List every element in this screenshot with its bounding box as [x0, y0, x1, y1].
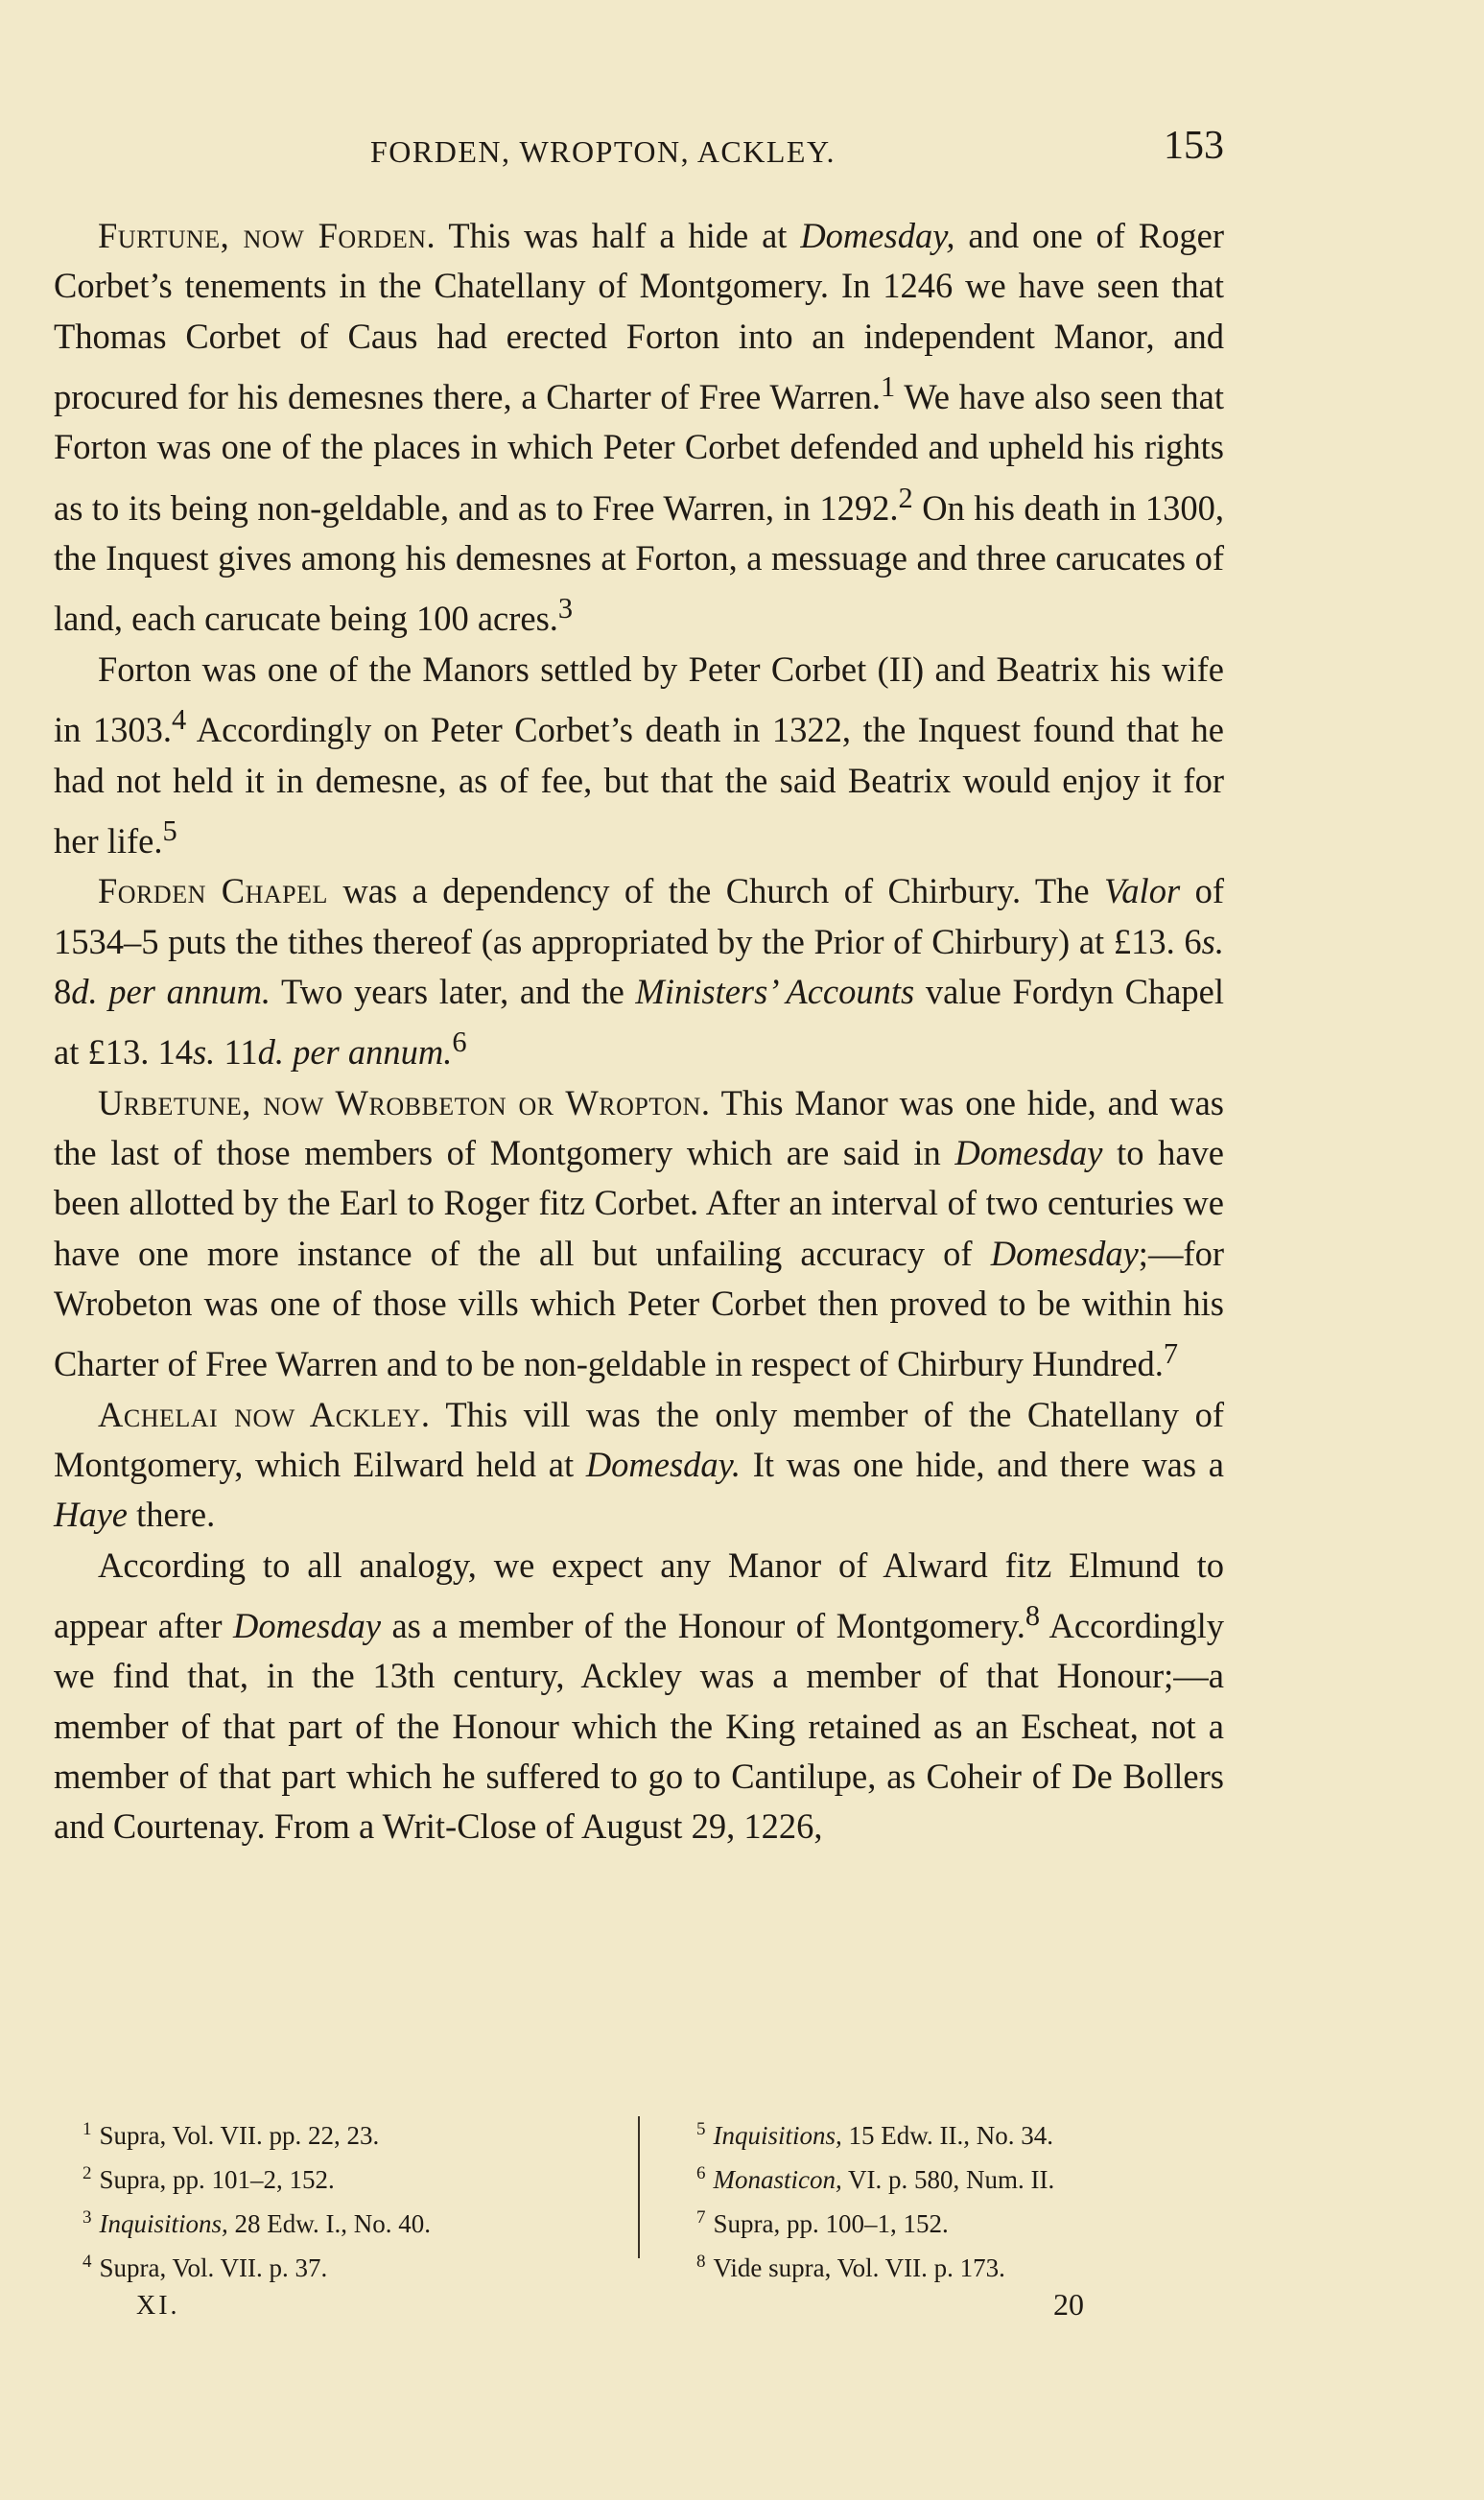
footnote: [696, 2111, 1234, 2155]
footnote-ref: 8: [1025, 1598, 1041, 1632]
footnote: [82, 2243, 648, 2287]
footnote: [696, 2199, 1234, 2243]
text-run: Supra, pp. 101–2, 152.: [99, 2165, 335, 2194]
paragraph: [54, 645, 1224, 867]
footnote-number: 1: [82, 2119, 92, 2139]
italic-text: s.: [192, 1032, 216, 1073]
paragraph: [54, 1541, 1224, 1852]
italic-text: Monasticon,: [713, 2165, 842, 2194]
text-run: was a dependency of the Church of Chirbury. The: [327, 871, 1105, 911]
text-run: 11: [215, 1032, 258, 1073]
footnote-number: 2: [82, 2163, 92, 2183]
text-run: Vide supra, Vol. VII. p. 173.: [713, 2253, 1005, 2282]
text-run: VI. p. 580, Num. II.: [841, 2165, 1055, 2194]
text-run: According to all analogy, we expect any Manor of Alward fitz Elmund to appear after: [54, 1545, 1224, 1645]
italic-text: Domesday: [954, 1132, 1103, 1172]
footnote: [82, 2155, 648, 2199]
page-number: 153: [1164, 124, 1224, 168]
signature-mark: XI.: [136, 2291, 180, 2321]
text-run: 15 Edw. II., No. 34.: [841, 2121, 1053, 2150]
gathering-number: 20: [1053, 2287, 1084, 2322]
text-run: 8: [54, 971, 72, 1011]
paragraph: [54, 1078, 1224, 1390]
footnote-number: 6: [696, 2163, 706, 2183]
page-header: [54, 123, 1224, 180]
footnote: [696, 2243, 1234, 2287]
paragraph: [54, 866, 1224, 1077]
small-caps-heading: Achelai now Ackley.: [98, 1394, 431, 1434]
text-run: Two years later, and the: [271, 971, 636, 1011]
italic-text: Domesday: [232, 1605, 382, 1645]
footnote-ref: 2: [898, 481, 913, 514]
footnote-ref: 4: [172, 703, 187, 737]
footnote-number: 3: [82, 2207, 92, 2228]
italic-text: Domesday,: [800, 216, 955, 255]
italic-text: Ministers’ Accounts: [635, 971, 915, 1011]
italic-text: s.: [1201, 921, 1224, 961]
paragraph: [54, 211, 1224, 645]
footnote: [82, 2199, 648, 2243]
text-run: to have been allotted by the Earl to Roger fitz Corbet. After an interval of two centuries we have one more instance of the all but unfailing accuracy of: [54, 1132, 1224, 1273]
italic-text: Haye: [54, 1495, 129, 1535]
text-run: as a member of the Honour of Montgomery.: [381, 1605, 1025, 1645]
italic-text: Domesday: [990, 1233, 1139, 1273]
footnote-column-divider: [638, 2116, 640, 2258]
footnote-number: 7: [696, 2207, 706, 2228]
text-run: value Fordyn Chapel at £13. 14: [54, 971, 1225, 1073]
text-run: This was half a hide at: [436, 216, 801, 255]
small-caps-heading: Forden Chapel: [98, 871, 328, 911]
footnote-ref: 7: [1163, 1337, 1179, 1371]
text-run: This vill was the only member of the Chatellany of Montgomery, which Eilward held at: [54, 1394, 1224, 1484]
italic-text: Inquisitions,: [713, 2121, 842, 2150]
italic-text: Inquisitions,: [99, 2209, 228, 2238]
text-run: Supra, Vol. VII. p. 37.: [99, 2253, 328, 2282]
text-run: there.: [128, 1495, 216, 1535]
text-run: On his death in 1300, the Inquest gives among his demesnes at Forton, a messuage and three carucates of land, each carucate being 100 acres.: [54, 487, 1225, 639]
footnote-ref: 5: [162, 814, 177, 847]
paragraph: [54, 1390, 1224, 1541]
running-head: FORDEN, WROPTON, ACKLEY.: [370, 134, 836, 169]
footnote-ref: 6: [452, 1026, 467, 1059]
italic-text: Domesday.: [585, 1444, 741, 1484]
footnote: [82, 2111, 648, 2155]
footnote-ref: 3: [557, 592, 574, 625]
footnote-ref: 1: [880, 369, 896, 403]
text-run: Forton was one of the Manors settled by Peter Corbet (II) and Beatrix his wife in 1303.: [54, 649, 1224, 750]
text-run: We have also seen that Forton was one of the places in which Peter Corbet defended and upheld his rights as to its being non-geldable, and as to Free Warren, in 1292.: [54, 377, 1225, 528]
text-run: Accordingly on Peter Corbet’s death in 1322, the Inquest found that he had not held it in demesne, as of fee, but that the said Beatrix would enjoy it for her life.: [54, 710, 1224, 861]
italic-text: d. per annum.: [71, 971, 271, 1011]
text-run: Accordingly we find that, in the 13th century, Ackley was a member of that Honour;—a member of that part of the Honour which the King retained as an Escheat, not a member of that part which he suffered to go to Cantilupe, as Coheir of De Bollers and Courtenay. From a Writ-Close of August 29, 1226,: [54, 1605, 1224, 1847]
footnote: [696, 2155, 1234, 2199]
text-run: and one of Roger Corbet’s tenements in the Chatellany of Montgomery. In 1246 we have seen that Thomas Corbet of Caus had erected Forton into an independent Manor, and procured for his demesnes there, a Charter of Free Warren.: [54, 216, 1224, 417]
italic-text: d. per annum.: [257, 1032, 453, 1073]
text-run: Supra, Vol. VII. pp. 22, 23.: [99, 2121, 380, 2150]
text-run: 28 Edw. I., No. 40.: [227, 2209, 431, 2238]
footnotes-right-column: [696, 2111, 1234, 2287]
small-caps-heading: Urbetune, now Wrobbeton or Wropton.: [98, 1082, 711, 1122]
text-run: of 1534–5 puts the tithes thereof (as appropriated by the Prior of Chirbury) at £13. 6: [54, 871, 1224, 961]
footnote-number: 8: [696, 2252, 706, 2272]
footnote-number: 5: [696, 2119, 706, 2139]
body-text: [54, 211, 1224, 1851]
text-run: Supra, pp. 100–1, 152.: [713, 2209, 949, 2238]
small-caps-heading: Furtune, now Forden.: [98, 216, 436, 255]
footnotes: [54, 2111, 1224, 2282]
text-run: It was one hide, and there was a: [741, 1444, 1224, 1484]
text-run: ;—for Wrobeton was one of those vills which Peter Corbet then proved to be within his Charter of Free Warren and to be non-geldable in respect of Chirbury Hundred.: [54, 1233, 1224, 1384]
footnotes-left-column: [82, 2111, 648, 2287]
italic-text: Valor: [1104, 871, 1181, 911]
text-run: This Manor was one hide, and was the last of those members of Montgomery which are said in: [54, 1082, 1224, 1172]
footnote-number: 4: [82, 2252, 92, 2272]
